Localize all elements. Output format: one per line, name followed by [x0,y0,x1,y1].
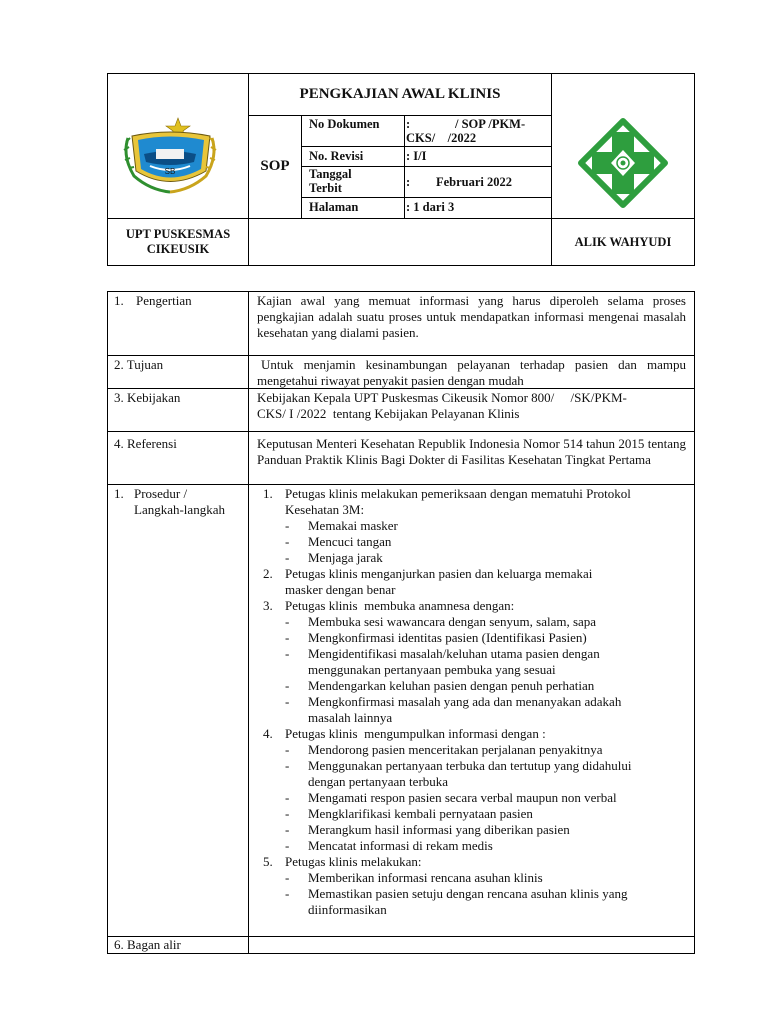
step-number: 1. [263,486,273,501]
bullet-dash: - [285,550,290,565]
signer-name: ALIK WAHYUDI [574,235,672,249]
no-dokumen-colon: : [406,117,411,131]
puskesmas-logo [578,118,668,208]
bullet-dash: - [285,822,290,837]
org-name-line2: CIKEUSIK [146,242,210,256]
org-name-line1: UPT PUSKESMAS [125,227,231,241]
no-dokumen-value-line1: / SOP /PKM- [455,117,526,131]
step-text: Petugas klinis mengumpulkan informasi dengan : [285,726,546,741]
bullet-dash: - [285,758,290,773]
kebijakan-text-line2: CKS/ I /2022 tentang Kebijakan Pelayanan Klinis [257,406,520,421]
substep-text: Mendengarkan keluhan pasien dengan penuh perhatian [308,678,595,693]
substep-text: Mendorong pasien menceritakan perjalanan penyakitnya [308,742,603,757]
step-text: masker dengan benar [285,582,396,597]
prosedur-label-line1: Prosedur / [134,486,188,501]
substep-text: Mengidentifikasi masalah/keluhan utama pasien dengan [308,646,600,661]
bullet-dash: - [285,534,290,549]
bullet-dash: - [285,630,290,645]
substep-text: Mencuci tangan [308,534,392,549]
bullet-dash: - [285,838,290,853]
referensi-text: Keputusan Menteri Kesehatan Republik Indonesia Nomor 514 tahun 2015 tentang Panduan Praktik Klinis Bagi Dokter di Fasilitas Kesehatan Tingkat Pertama [257,436,686,467]
tanggal-label-line2: Terbit [309,181,342,195]
bullet-dash: - [285,518,290,533]
halaman-value: : 1 dari 3 [406,200,455,214]
substep-text: Mencatat informasi di rekam medis [308,838,493,853]
step-text: Petugas klinis melakukan: [285,854,422,869]
bullet-dash: - [285,694,290,709]
bullet-dash: - [285,870,290,885]
substep-text: Memastikan pasien setuju dengan rencana asuhan klinis yang [308,886,628,901]
step-text: Petugas klinis menganjurkan pasien dan keluarga memakai [285,566,593,581]
halaman-label: Halaman [309,200,359,214]
kebijakan-label: 3. Kebijakan [114,390,181,405]
tujuan-label: 2. Tujuan [114,357,164,372]
substep-text: masalah lainnya [308,710,393,725]
step-number: 5. [263,854,273,869]
document-title: PENGKAJIAN AWAL KLINIS [299,86,501,102]
bullet-dash: - [285,646,290,661]
no-revisi-label: No. Revisi [309,149,364,163]
step-number: 4. [263,726,273,741]
sop-label: SOP [260,158,290,174]
substep-text: Mengklarifikasi kembali pernyataan pasien [308,806,533,821]
no-revisi-value: : I/I [406,149,427,163]
substep-text: Mengkonfirmasi identitas pasien (Identifikasi Pasien) [308,630,587,645]
prosedur-number: 1. [114,486,124,501]
tujuan-text: Untuk menjamin kesinambungan pelayanan terhadap pasien dan mampu mengetahui riwayat penyakit pasien dengan mudah [257,357,686,388]
substep-text: Mengkonfirmasi masalah yang ada dan menanyakan adakah [308,694,622,709]
substep-text: Mengamati respon pasien secara verbal maupun non verbal [308,790,617,805]
bullet-dash: - [285,886,290,901]
tanggal-label-line1: Tanggal [309,167,352,181]
substep-text: Memakai masker [308,518,398,533]
bullet-dash: - [285,806,290,821]
pengertian-label: Pengertian [136,293,192,308]
tanggal-colon: : [406,175,411,189]
pengertian-number: 1. [114,293,124,308]
bullet-dash: - [285,790,290,805]
substep-text: diinformasikan [308,902,387,917]
step-text: Kesehatan 3M: [285,502,365,517]
substep-text: Memberikan informasi rencana asuhan klinis [308,870,543,885]
tanggal-value: Februari 2022 [436,175,513,189]
bullet-dash: - [285,678,290,693]
regional-emblem-logo [120,116,220,196]
prosedur-label-line2: Langkah-langkah [134,502,225,517]
no-dokumen-label: No Dokumen [309,117,380,131]
bagan-alir-label: 6. Bagan alir [114,937,181,952]
pengertian-text: Kajian awal yang memuat informasi yang harus diperoleh selama proses pengkajian adalah suatu proses untuk mendapatkan informasi mengenai masalah kesehatan yang dialami pasien. [257,293,686,340]
no-dokumen-value-line2: CKS/ /2022 [406,131,477,145]
emblem-text: SB [164,167,176,176]
substep-text: Menjaga jarak [308,550,383,565]
step-number: 2. [263,566,273,581]
step-text: Petugas klinis melakukan pemeriksaan dengan mematuhi Protokol [285,486,631,501]
substep-text: Merangkum hasil informasi yang diberikan pasien [308,822,570,837]
substep-text: menggunakan pertanyaan pembuka yang sesuai [308,662,556,677]
bullet-dash: - [285,614,290,629]
substep-text: dengan pertanyaan terbuka [308,774,449,789]
substep-text: Membuka sesi wawancara dengan senyum, salam, sapa [308,614,597,629]
kebijakan-text-line1: Kebijakan Kepala UPT Puskesmas Cikeusik Nomor 800/ /SK/PKM- [257,390,627,405]
substep-text: Menggunakan pertanyaan terbuka dan tertutup yang didahului [308,758,632,773]
bullet-dash: - [285,742,290,757]
step-number: 3. [263,598,273,613]
step-text: Petugas klinis membuka anamnesa dengan: [285,598,515,613]
referensi-label: 4. Referensi [114,436,177,451]
